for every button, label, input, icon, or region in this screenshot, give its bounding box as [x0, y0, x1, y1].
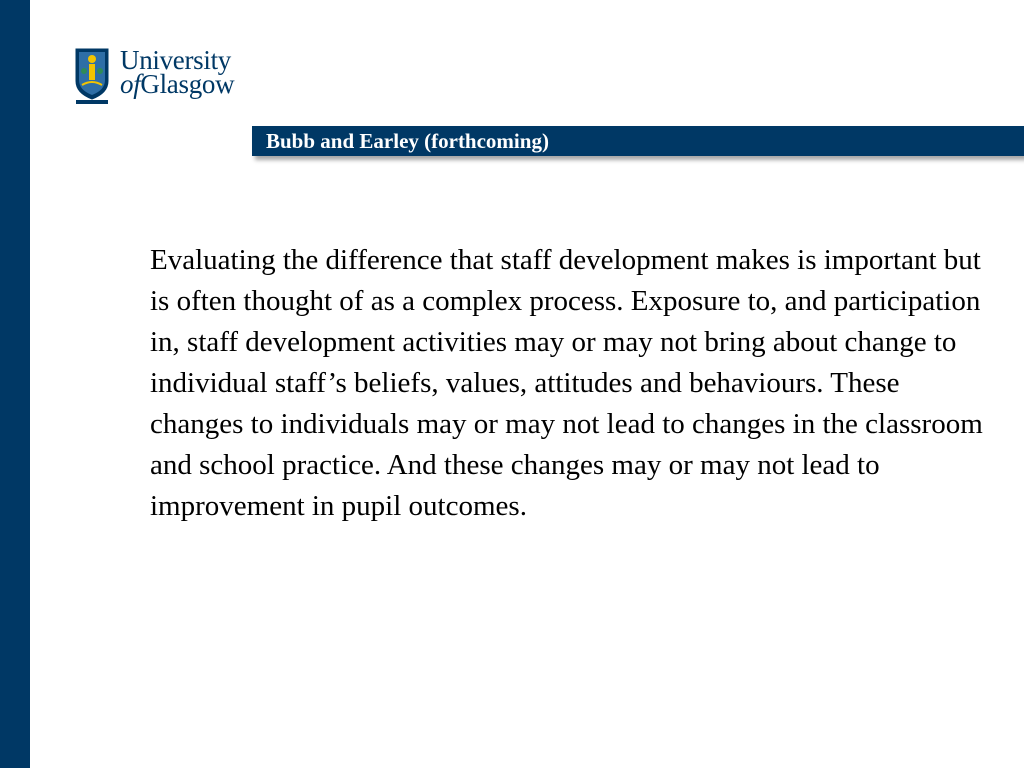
title-bar [252, 126, 1024, 156]
wordmark-of: of [120, 69, 141, 99]
university-wordmark [120, 45, 235, 99]
left-accent-bar [0, 0, 30, 768]
wordmark-line2 [120, 69, 235, 99]
wordmark-glasgow: Glasgow [140, 69, 235, 99]
slide-title: Bubb and Earley (forthcoming) [266, 129, 549, 153]
university-crest-icon [74, 47, 110, 105]
university-logo [74, 47, 254, 107]
wordmark-line1: University [120, 45, 231, 75]
slide-body-text: Evaluating the difference that staff development makes is important but is often thought of as a complex process. Exposure to, and participation in, staff development activities may or may not bring about change to individual staff’s beliefs, values, attitudes and behaviours. These changes to individuals may or may not lead to changes in the classroom and school practice. And these changes may or may not lead to improvement in pupil outcomes. [150, 244, 983, 522]
